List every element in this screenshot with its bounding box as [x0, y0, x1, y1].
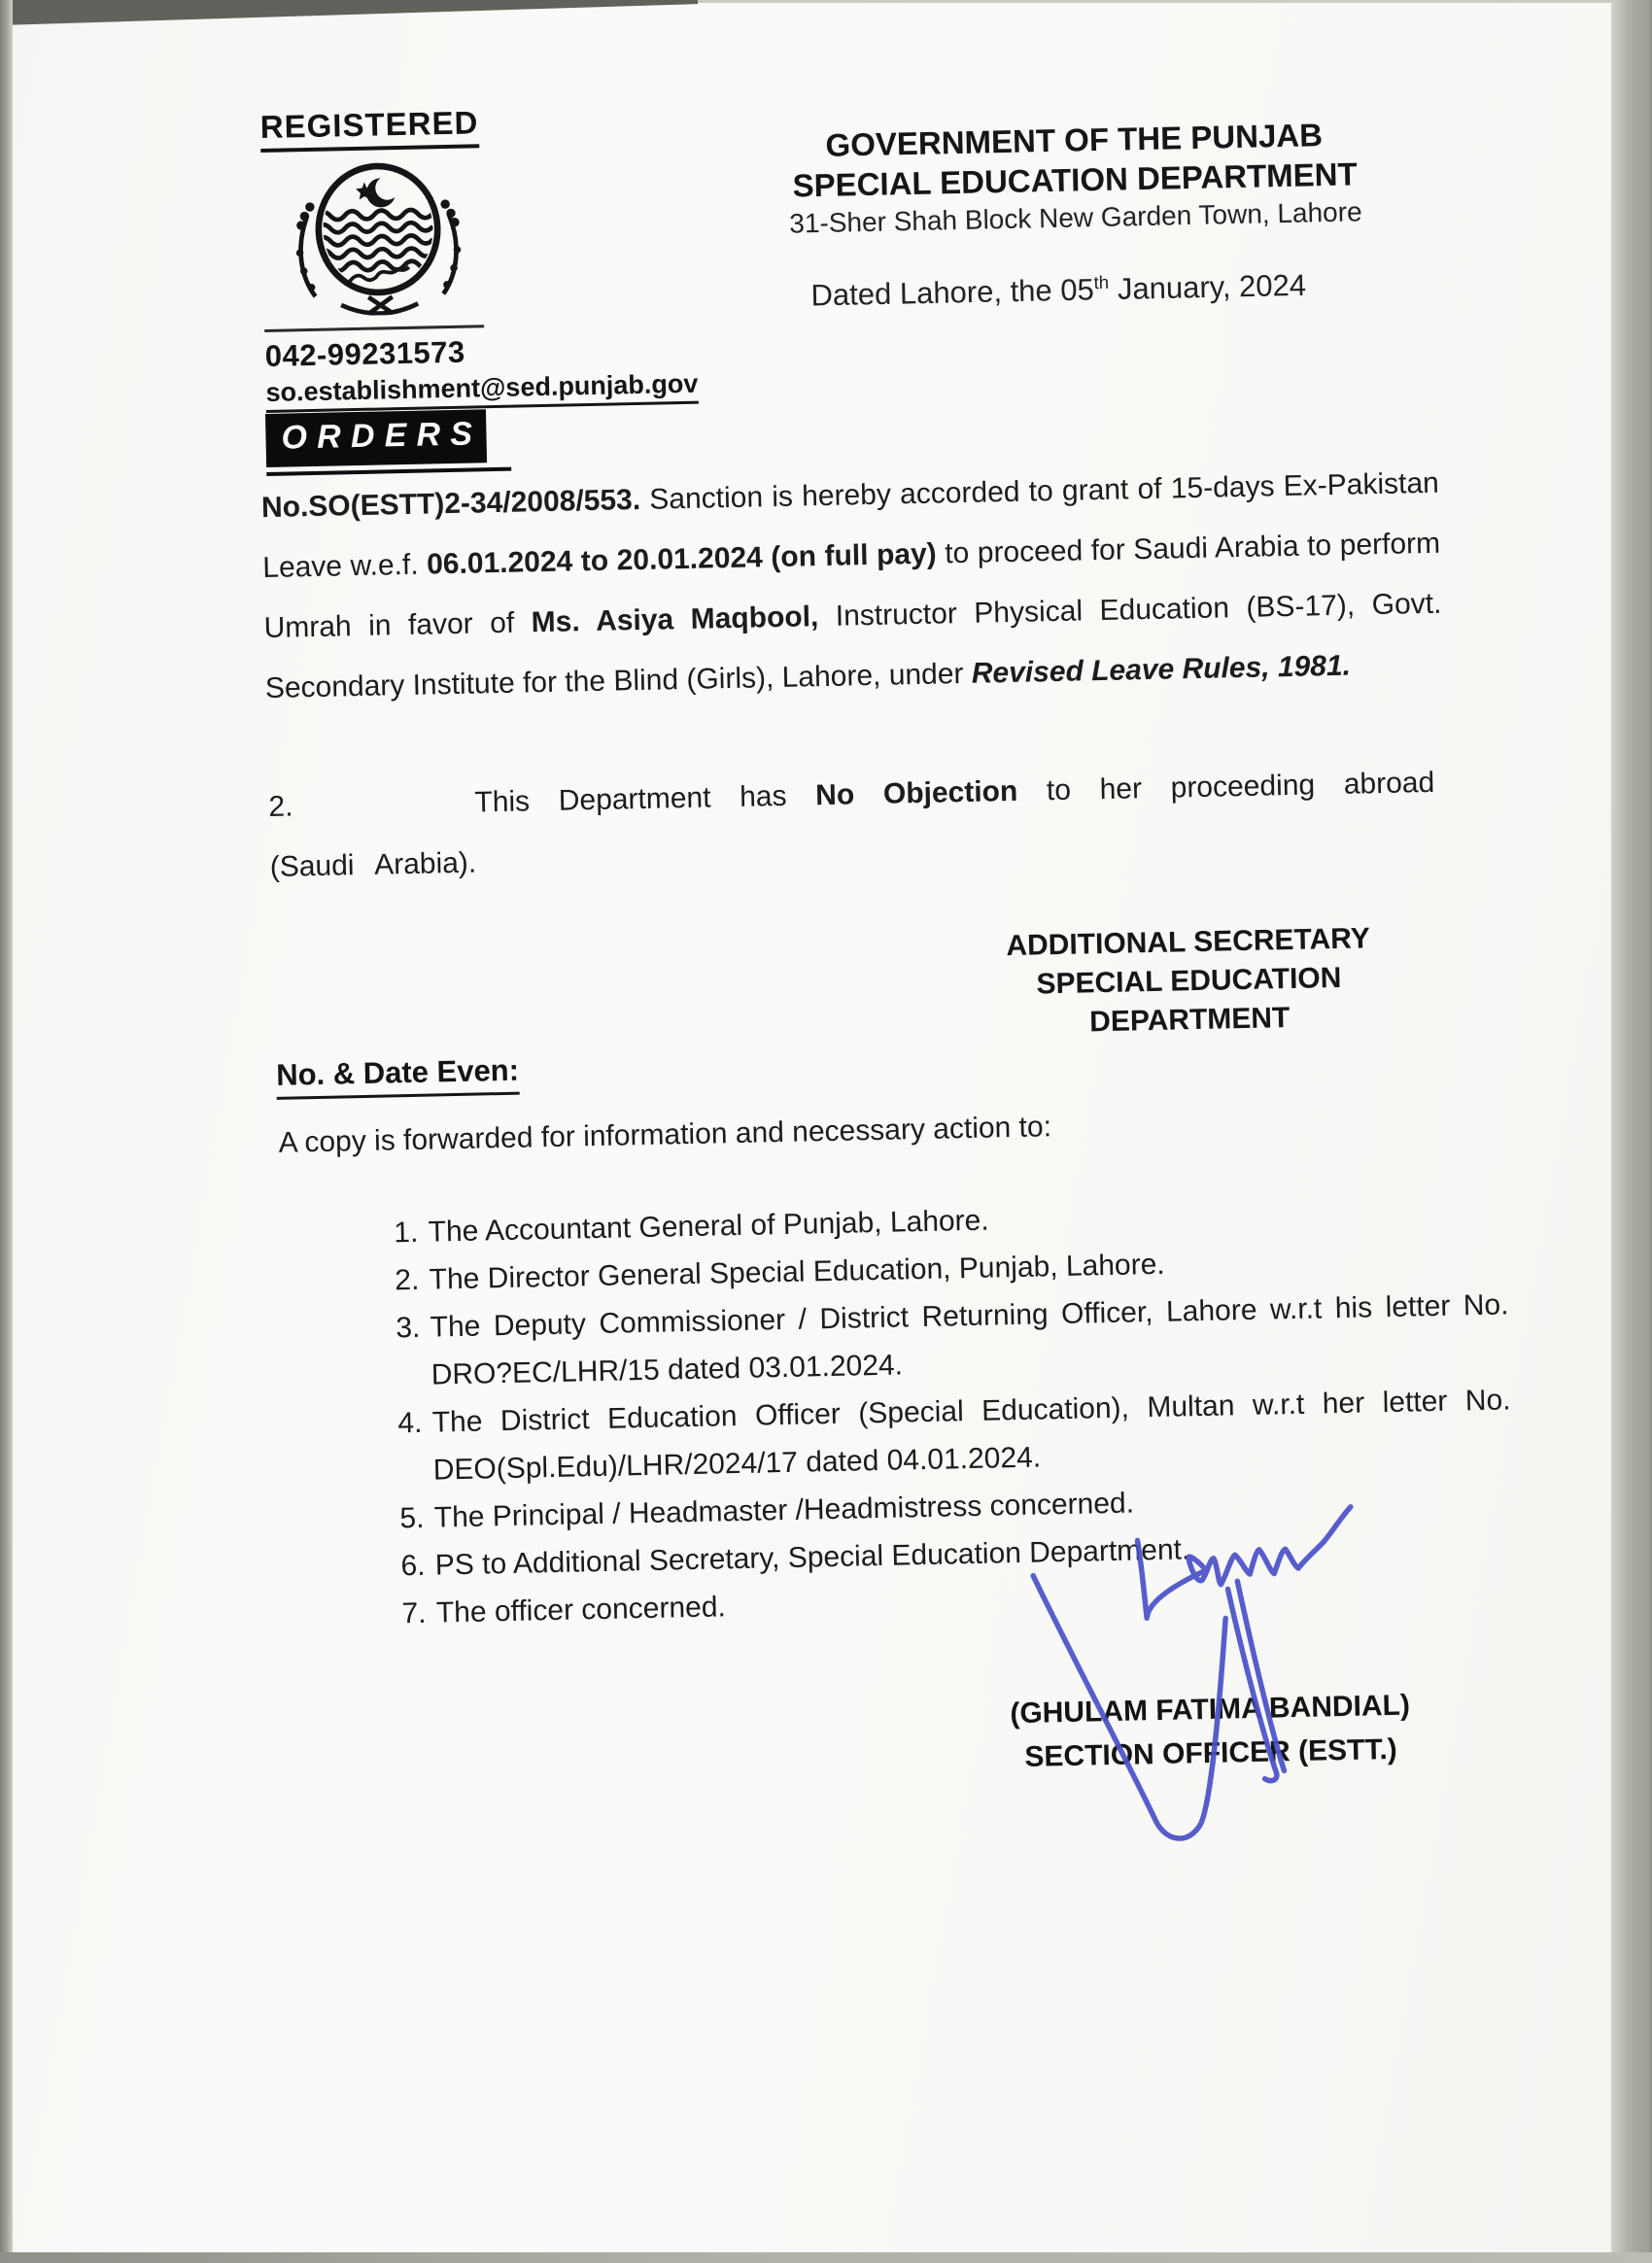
date-ordinal: th	[1093, 271, 1110, 293]
letter-content	[260, 63, 1558, 2178]
department-letterhead	[773, 114, 1377, 240]
scan-artifact-bottom-strip	[0, 2252, 1652, 2263]
authority-line-2: SPECIAL EDUCATION	[1036, 961, 1342, 1001]
signer-name: (GHULAM FATIMA BANDIAL)	[1010, 1689, 1411, 1731]
department-address: 31-Sher Shah Block New Garden Town, Lahore	[788, 196, 1362, 239]
distribution-list-item: 3. The Deputy Commissioner / District Returning Officer, Lahore w.r.t his letter No. DRO?EC/LHR/15 dated 03.01.2024.	[428, 1281, 1510, 1398]
distribution-list-item: 4. The District Education Officer (Special Education), Multan w.r.t her letter No. DEO(Spl.Edu)/LHR/2024/17 dated 04.01.2024.	[430, 1376, 1512, 1493]
signer-title: SECTION OFFICER (ESTT.)	[1024, 1732, 1398, 1773]
department-title: SPECIAL EDUCATION DEPARTMENT	[792, 155, 1359, 204]
distribution-list-item: 5. The Principal / Headmaster /Headmistress concerned.	[431, 1471, 1513, 1541]
punjab-government-crest-icon	[285, 158, 472, 318]
distribution-list-item: 7. The officer concerned.	[433, 1566, 1515, 1636]
text-run: 06.01.2024 to 20.01.2024 (on full pay)	[426, 537, 938, 581]
text-run: Revised Leave Rules, 1981.	[971, 649, 1352, 690]
distribution-intro: A copy is forwarded for information and necessary action to:	[278, 1111, 1052, 1159]
text-run: No.SO(ESTT)2-34/2008/553.	[260, 483, 641, 525]
text-run: to her proceeding abroad (Saudi Arabia).	[269, 766, 1435, 883]
date-suffix: January, 2024	[1108, 267, 1307, 307]
handwritten-signature-icon	[1001, 1503, 1418, 1930]
date-line	[810, 268, 1306, 314]
text-run: Instructor Physical Education (BS-17), Govt. Secondary Institute for the Blind (Girls), Lahore, under	[264, 587, 1442, 705]
orders-heading-label: ORDERS	[265, 409, 487, 467]
reference-heading: No. & Date Even:	[276, 1053, 520, 1100]
email-address: so.establishment@sed.punjab.gov	[265, 369, 699, 413]
scan-artifact-top-wedge	[0, 0, 698, 25]
authority-line-1: ADDITIONAL SECRETARY	[1006, 922, 1371, 963]
orders-heading	[265, 409, 511, 476]
date-prefix: Dated Lahore, the 05	[810, 272, 1095, 313]
government-title: GOVERNMENT OF THE PUNJAB	[825, 117, 1324, 163]
masthead-left	[259, 101, 699, 413]
text-run: to proceed for Saudi Arabia to perform Umrah in favor of	[263, 527, 1441, 645]
paragraph-number: 2.	[268, 790, 293, 823]
text-run: No Objection	[814, 774, 1018, 812]
scan-artifact-left-strip	[0, 0, 13, 2263]
distribution-list-item: 2. The Director General Special Education, Punjab, Lahore.	[427, 1233, 1508, 1303]
distribution-list-item: 1. The Accountant General of Punjab, Lahore.	[426, 1185, 1507, 1255]
issuing-authority-block	[993, 919, 1384, 1044]
scan-artifact-right-strip	[1611, 0, 1652, 2263]
distribution-list-item: 6. PS to Additional Secretary, Special Education Department.	[432, 1519, 1514, 1589]
no-objection-paragraph	[268, 753, 1436, 898]
text-run: Sanction is hereby accorded to grant of 15-days Ex-Pakistan Leave w.e.f.	[261, 466, 1440, 585]
authority-line-3: DEPARTMENT	[1088, 1002, 1291, 1039]
registered-label: REGISTERED	[259, 104, 478, 153]
text-run: This Department has	[474, 779, 816, 819]
masthead-divider	[264, 325, 484, 332]
text-run: Ms. Asiya Maqbool,	[531, 600, 819, 639]
phone-number: 042-99231573	[264, 334, 466, 373]
sanction-paragraph	[260, 454, 1443, 719]
